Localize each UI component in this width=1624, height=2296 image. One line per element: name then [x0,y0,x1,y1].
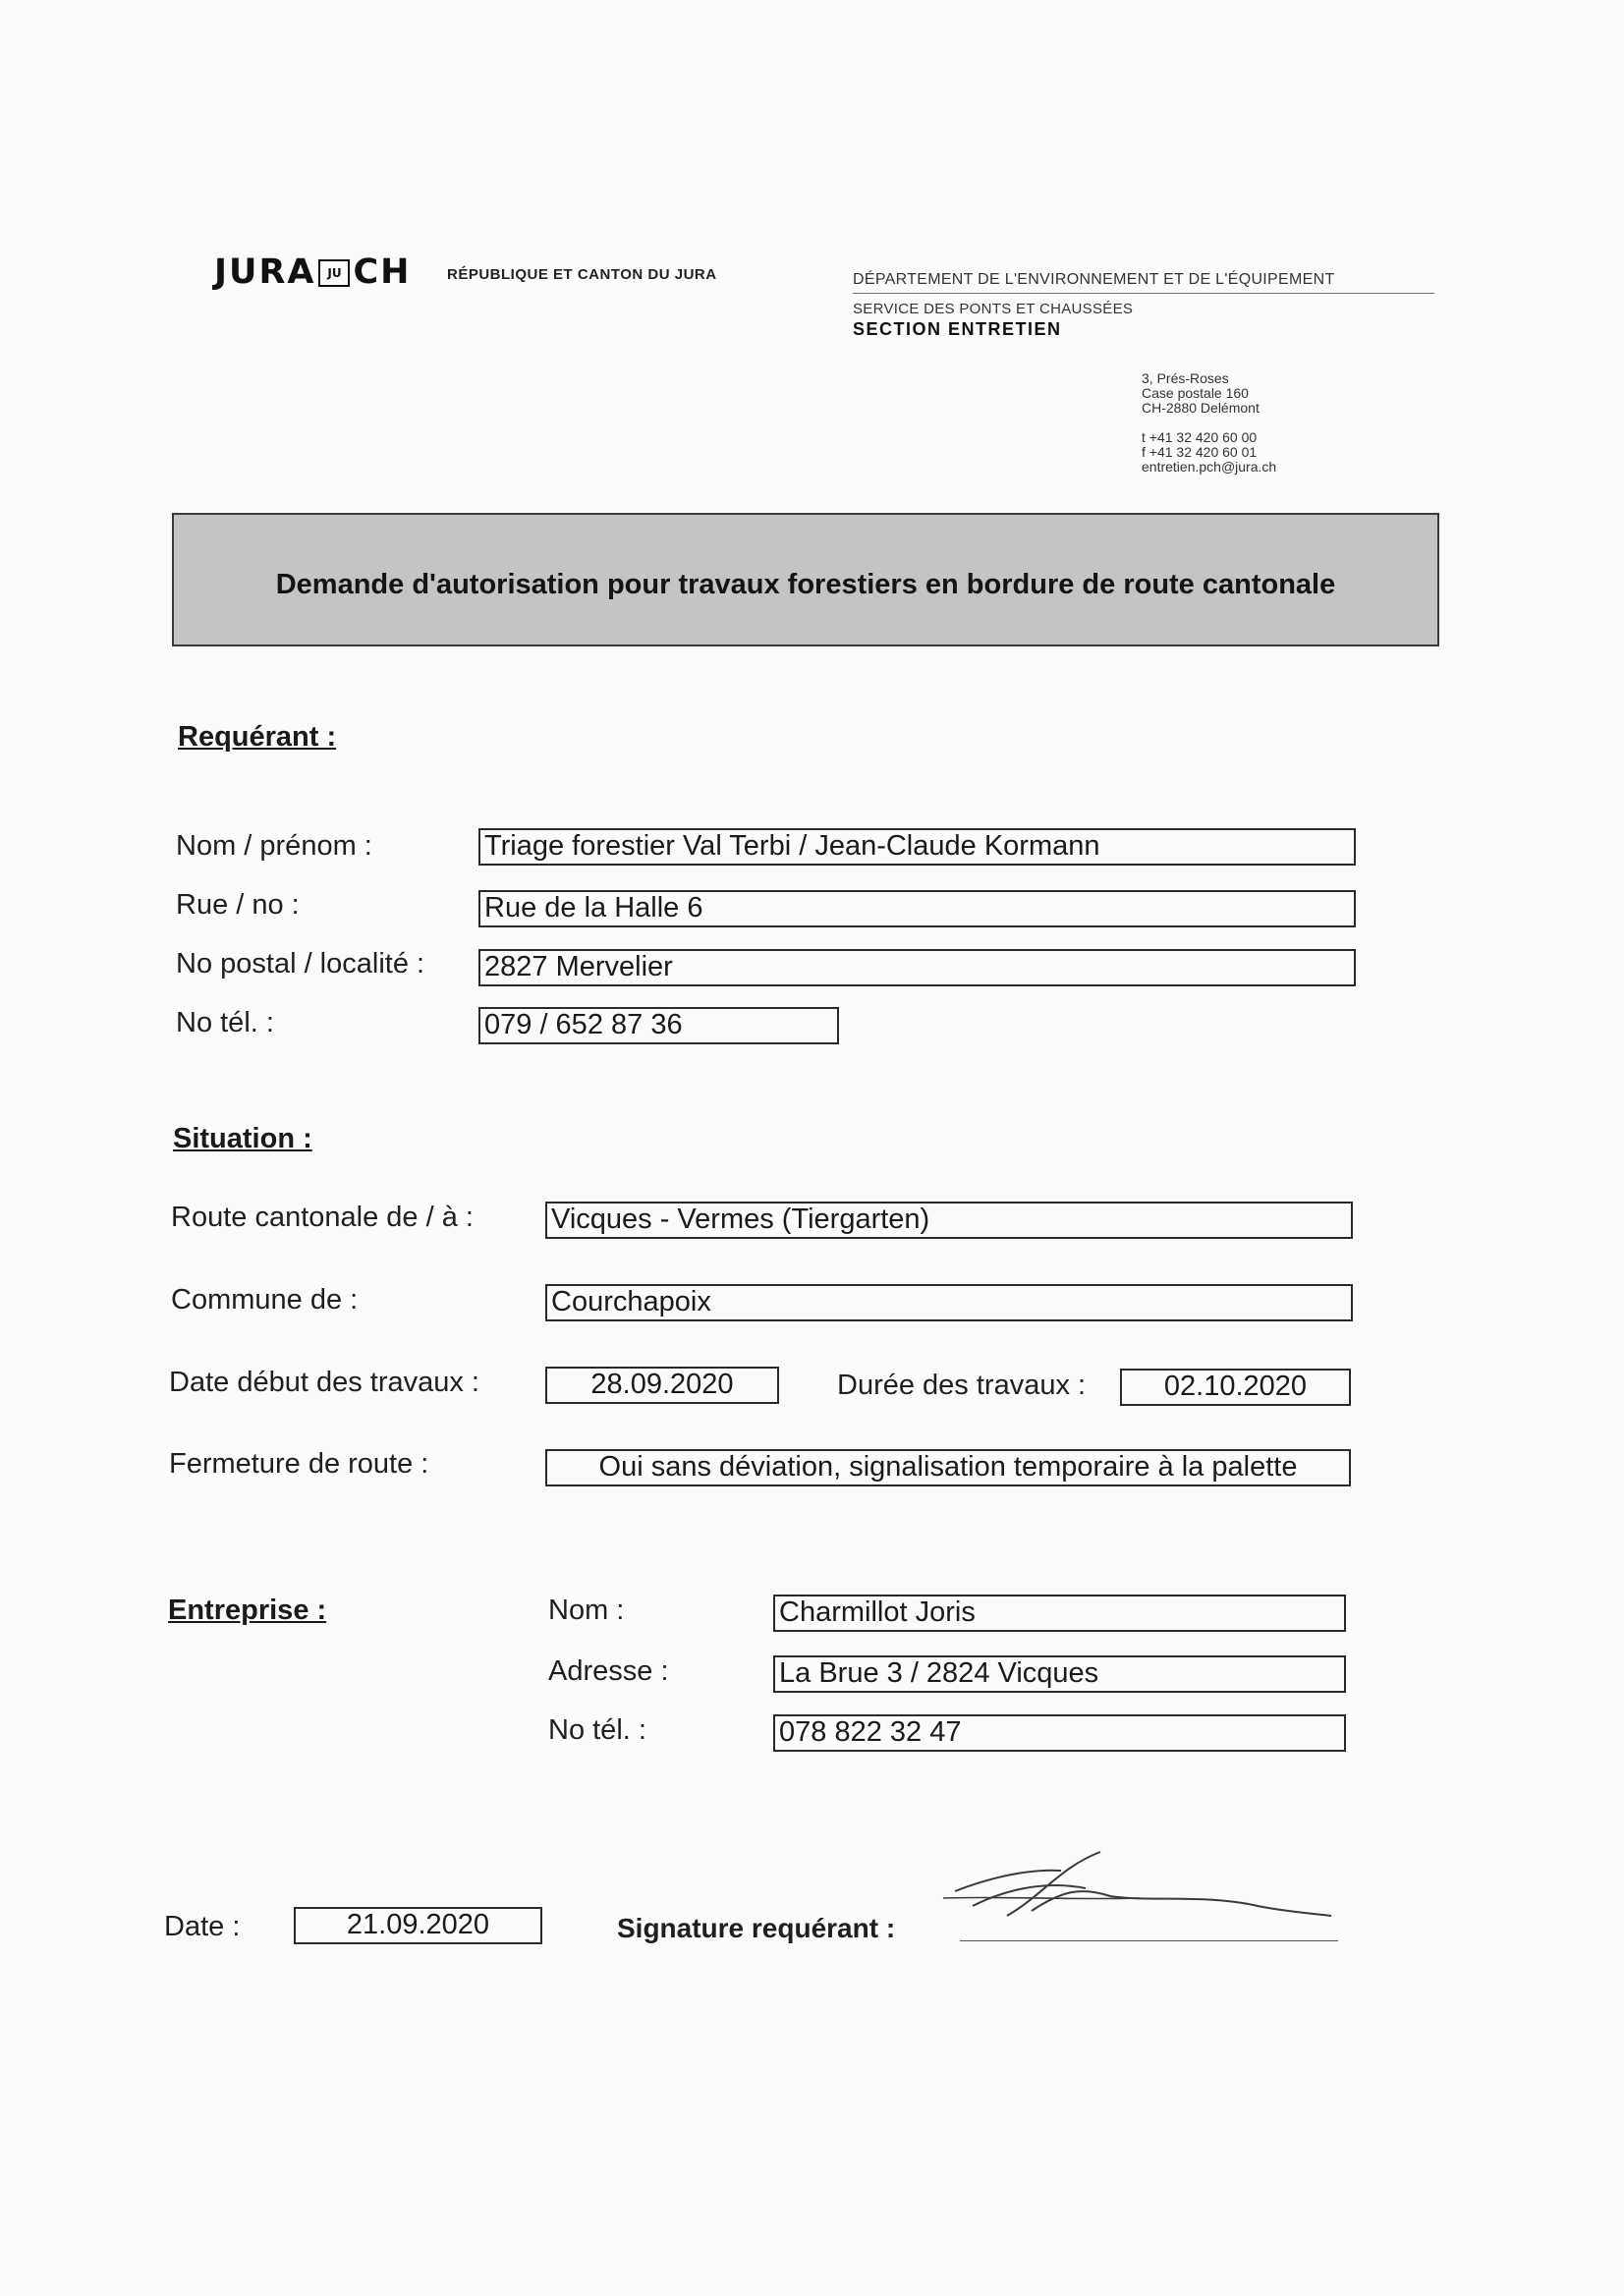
signature-scribble [914,1837,1336,1935]
section-name: SECTION ENTRETIEN [853,319,1062,339]
service-name: SERVICE DES PONTS ET CHAUSSÉES [853,301,1134,317]
phone-line: t +41 32 420 60 00 [1142,429,1258,445]
requerant-postal-label: No postal / localité : [176,948,425,980]
duration-field[interactable]: 02.10.2020 [1120,1369,1351,1406]
email-line: entretien.pch@jura.ch [1142,459,1277,475]
department-name: DÉPARTEMENT DE L'ENVIRONNEMENT ET DE L'ÉQUIPEMENT [853,271,1335,288]
closure-field[interactable]: Oui sans déviation, signalisation temporaire à la palette [545,1449,1351,1486]
requerant-street-label: Rue / no : [176,889,300,921]
header-divider [853,293,1434,294]
address-line: CH-2880 Delémont [1142,400,1260,416]
contact-info [1142,430,1276,475]
jura-logo [214,252,411,292]
route-field[interactable]: Vicques - Vermes (Tiergarten) [545,1202,1353,1239]
address-line: 3, Prés-Roses [1142,370,1229,386]
situation-heading: Situation : [173,1123,312,1154]
postal-address [1142,371,1260,416]
start-date-field[interactable]: 28.09.2020 [545,1367,779,1404]
duration-label: Durée des travaux : [837,1370,1087,1401]
entreprise-address-field[interactable]: La Brue 3 / 2824 Vicques [773,1655,1346,1693]
requerant-postal-field[interactable]: 2827 Mervelier [478,949,1356,986]
address-line: Case postale 160 [1142,385,1249,401]
route-label: Route cantonale de / à : [171,1202,474,1233]
requerant-phone-label: No tél. : [176,1007,274,1038]
signature-label: Signature requérant : [617,1913,896,1943]
form-title: Demande d'autorisation pour travaux forestiers en bordure de route cantonale [275,569,1336,600]
requerant-phone-field[interactable]: 079 / 652 87 36 [478,1007,839,1044]
commune-label: Commune de : [171,1284,359,1316]
requerant-street-field[interactable]: Rue de la Halle 6 [478,890,1356,927]
date-field[interactable]: 21.09.2020 [294,1907,542,1944]
commune-field[interactable]: Courchapoix [545,1284,1353,1321]
title-banner [172,513,1439,646]
date-label: Date : [164,1911,241,1942]
entreprise-heading: Entreprise : [168,1595,327,1626]
entreprise-phone-field[interactable]: 078 822 32 47 [773,1714,1346,1752]
requerant-heading: Requérant : [178,721,337,753]
closure-label: Fermeture de route : [169,1448,429,1480]
fax-line: f +41 32 420 60 01 [1142,444,1258,460]
logo-text-right: CH [353,252,412,292]
logo-subtitle: RÉPUBLIQUE ET CANTON DU JURA [447,266,717,283]
entreprise-name-label: Nom : [548,1595,625,1626]
entreprise-phone-label: No tél. : [548,1714,646,1746]
entreprise-address-label: Adresse : [548,1655,669,1687]
start-date-label: Date début des travaux : [169,1367,479,1398]
entreprise-name-field[interactable]: Charmillot Joris [773,1595,1346,1632]
jura-crest-icon: JU [318,259,350,287]
requerant-name-label: Nom / prénom : [176,830,372,862]
requerant-name-field[interactable]: Triage forestier Val Terbi / Jean-Claude Kormann [478,828,1356,866]
logo-text-left: JURA [214,252,316,292]
signature-line [960,1940,1338,1941]
